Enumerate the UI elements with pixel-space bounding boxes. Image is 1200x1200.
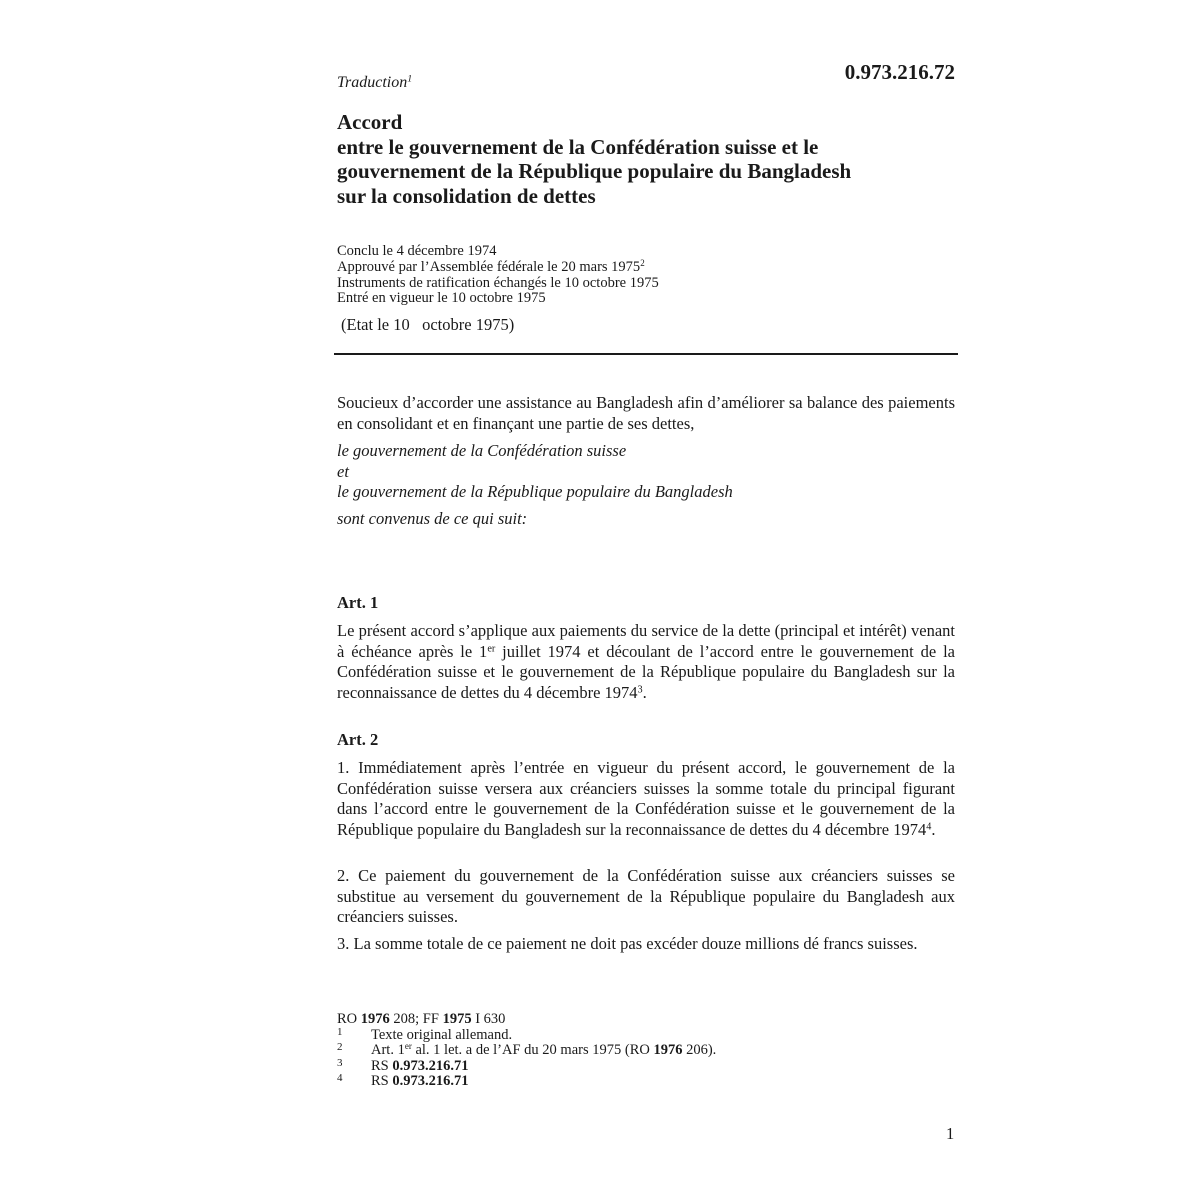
article-2-title: Art. 2 [337,730,379,749]
party-bangladesh: le gouvernement de la République populaire du Bangladesh [337,482,733,501]
article-1-text: Le présent accord s’applique aux paiements du service de la dette (principal et intérêt) venant à échéance après le 1er juillet 1974 et découlant de l’accord entre le gouvernement de la Confédération suisse et le gouvernement de la République populaire du Bangladesh sur la reconnaissance de dettes du 4 décembre 1974$^3$. [337,621,955,702]
footnotes [337,1011,717,1090]
ratification-date: Instruments de ratification échangés le 10 octobre 1975 [337,274,659,291]
page-number: 1 [946,1124,955,1143]
footnote-ref: 2 [640,257,645,268]
enactment-info [337,244,955,307]
footnote-item [337,1074,505,1090]
footnote-text: Texte original allemand. [371,1026,513,1043]
concluded-date: Conclu le 4 décembre 1974 [337,243,497,259]
footnote-ref: 4 [926,820,932,832]
publication-source: RO 1976 208; FF 1975 I 630 [337,1011,506,1027]
footnote-ref: 3 [637,683,643,695]
state-date: (Etat le 10 octobre 1975) [341,315,515,334]
article-2-paragraph-2: 2. Ce paiement du gouvernement de la Confédération suisse aux créanciers suisses se substitue au versement du gouvernement de la République populaire du Bangladesh aux créanciers suisses. [337,866,955,926]
footnote-item [337,1041,717,1059]
footnote-text: RS 0.973.216.71 [371,1057,469,1074]
preamble-text: Soucieux d’accorder une assistance au Bangladesh afin d’améliorer sa balance des paiements en consolidant et en finançant une partie de ses dettes, [337,393,955,433]
approval-date: Approuvé par l’Assemblée fédérale le 20 mars 1975$^2$ [337,257,645,275]
footnote-text: Art. 1er al. 1 let. a de l’AF du 20 mars 1975 (RO 1976 206). [371,1041,717,1059]
article-2-paragraph-3: 3. La somme totale de ce paiement ne doit pas excéder douze millions dé francs suisses. [337,934,918,953]
title-line: entre le gouvernement de la Confédération suisse et le [337,134,819,159]
footnote-number: 3 [337,1056,343,1069]
title-line: gouvernement de la République populaire du Bangladesh [337,159,852,183]
footnote-text: RS 0.973.216.71 [371,1073,469,1090]
translation-label: Traduction$^1$ [337,73,413,91]
sr-number: 0.973.216.72 [844,60,955,84]
entry-into-force-date: Entré en vigueur le 10 octobre 1975 [337,290,546,307]
party-swiss: le gouvernement de la Confédération suisse [337,441,627,460]
footnote-number: 2 [337,1041,343,1054]
footnote-number: 4 [337,1072,343,1085]
document-title [337,110,955,208]
footnote-item [337,1025,513,1044]
footnote-number: 1 [337,1025,343,1038]
title-line: sur la consolidation de dettes [337,183,596,208]
article-2-paragraph-1: 1. Immédiatement après l’entrée en vigueur du présent accord, le gouvernement de la Confédération suisse versera aux créanciers suisses la somme totale du principal figurant dans l’accord entre le gouvernement de la Confédération suisse et le gouvernement de la République populaire du Bangladesh sur la reconnaissance de dettes du 4 décembre 1974$^4$. [337,758,955,839]
title-line: Accord [337,110,403,134]
footnote-ref: 1 [407,73,413,85]
preamble-closing: sont convenus de ce qui suit: [337,509,528,528]
article-1-title: Art. 1 [337,593,379,612]
footnote-item [337,1056,505,1075]
header-divider [334,353,958,355]
party-conjunction: et [337,462,349,481]
